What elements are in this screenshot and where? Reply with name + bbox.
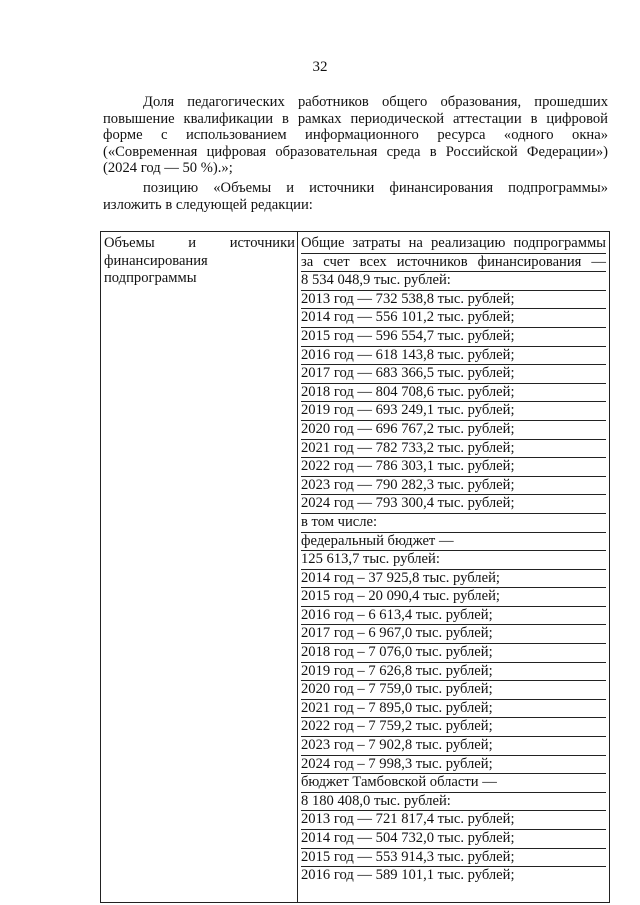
funding-lines (301, 235, 606, 885)
funding-line: 2022 год – 7 759,2 тыс. рублей; (301, 718, 606, 737)
table-row (101, 232, 610, 903)
label-word: источники (229, 235, 295, 251)
paragraph-instruction: позицию «Объемы и источники финансирования подпрограммы» изложить в следующей редакции: (103, 180, 608, 213)
paragraph-indicator-description: Доля педагогических работников общего образования, прошедших повышение квалификации в рамках периодической аттестации в цифровой форме с использованием информационного ресурса «одного окна» («Современная цифровая образовательная среда в Российской Федерации») (2024 год — 50 %).»; (103, 94, 608, 176)
funding-line: 2016 год — 589 101,1 тыс. рублей; (301, 867, 515, 884)
label-line-2: финансирования (104, 252, 208, 269)
funding-line: бюджет Тамбовской области — (301, 774, 606, 793)
funding-line: 2019 год — 693 249,1 тыс. рублей; (301, 402, 606, 421)
funding-line: 2015 год – 20 090,4 тыс. рублей; (301, 588, 606, 607)
value-cell (298, 232, 610, 903)
funding-line: 2023 год — 790 282,3 тыс. рублей; (301, 477, 606, 496)
funding-line: в том числе: (301, 514, 606, 533)
funding-line: 8 180 408,0 тыс. рублей: (301, 793, 606, 812)
funding-line: 2024 год – 7 998,3 тыс. рублей; (301, 756, 606, 775)
label-word: Объемы (104, 235, 155, 251)
page-number: 32 (312, 59, 328, 75)
funding-line: 2020 год — 696 767,2 тыс. рублей; (301, 421, 606, 440)
funding-line: 2015 год — 596 554,7 тыс. рублей; (301, 328, 606, 347)
funding-line: 2023 год – 7 902,8 тыс. рублей; (301, 737, 606, 756)
funding-line: 2018 год — 804 708,6 тыс. рублей; (301, 384, 606, 403)
funding-line: федеральный бюджет — (301, 533, 606, 552)
funding-line: 125 613,7 тыс. рублей: (301, 551, 606, 570)
label-word: и (188, 235, 197, 251)
funding-line: 2013 год — 721 817,4 тыс. рублей; (301, 811, 606, 830)
funding-line: 2020 год – 7 759,0 тыс. рублей; (301, 681, 606, 700)
funding-line: 2024 год — 793 300,4 тыс. рублей; (301, 495, 606, 514)
funding-line: Общие затраты на реализацию подпрограммы (301, 235, 606, 254)
funding-line: 8 534 048,9 тыс. рублей: (301, 272, 606, 291)
funding-line: 2018 год – 7 076,0 тыс. рублей; (301, 644, 606, 663)
funding-line: 2014 год — 504 732,0 тыс. рублей; (301, 830, 606, 849)
funding-line: 2016 год – 6 613,4 тыс. рублей; (301, 607, 606, 626)
funding-line: 2021 год — 782 733,2 тыс. рублей; (301, 440, 606, 459)
funding-line: 2017 год — 683 366,5 тыс. рублей; (301, 365, 606, 384)
funding-line: 2022 год — 786 303,1 тыс. рублей; (301, 458, 606, 477)
funding-line: 2014 год — 556 101,2 тыс. рублей; (301, 309, 606, 328)
funding-line: 2013 год — 732 538,8 тыс. рублей; (301, 291, 606, 310)
funding-line: 2015 год — 553 914,3 тыс. рублей; (301, 849, 606, 868)
funding-line: 2014 год – 37 925,8 тыс. рублей; (301, 570, 606, 589)
label-cell (101, 232, 298, 903)
funding-line: 2021 год – 7 895,0 тыс. рублей; (301, 700, 606, 719)
label-line-3: подпрограммы (104, 270, 197, 286)
funding-line: 2016 год — 618 143,8 тыс. рублей; (301, 347, 606, 366)
funding-line: 2019 год – 7 626,8 тыс. рублей; (301, 663, 606, 682)
financing-table (100, 231, 610, 903)
funding-line: за счет всех источников финансирования — (301, 254, 606, 273)
funding-line: 2017 год – 6 967,0 тыс. рублей; (301, 625, 606, 644)
label-line-1 (104, 235, 295, 253)
